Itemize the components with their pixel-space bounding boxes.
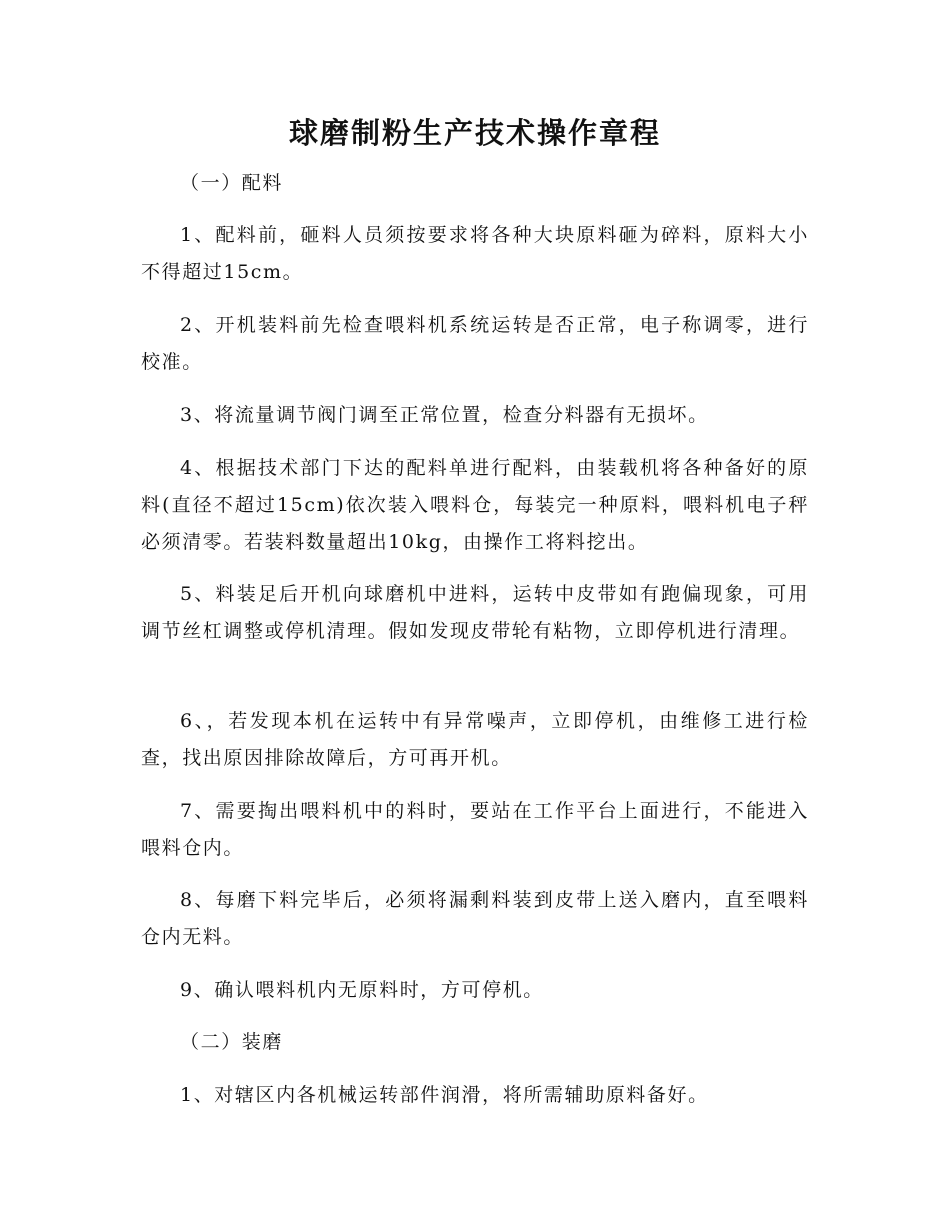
paragraph-item-9: 9、确认喂料机内无原料时，方可停机。 (180, 979, 544, 1001)
paragraph-item-1: 1、配料前，砸料人员须按要求将各种大块原料砸为碎料，原料大小不得超过15cm。 (141, 224, 809, 283)
paragraph-item-4: 4、根据技术部门下达的配料单进行配料，由装载机将各种备好的原料(直径不超过15cm)依次装入喂料仓，每装完一种原料，喂料机电子秤必须清零。若装料数量超出10kg，由操作工将料挖出。 (141, 457, 809, 553)
paragraph-item-7: 7、需要掏出喂料机中的料时，要站在工作平台上面进行，不能进入喂料仓内。 (141, 800, 809, 859)
paragraph-item-2: 2、开机装料前先检查喂料机系统运转是否正常，电子称调零，进行校准。 (141, 314, 809, 373)
paragraph-item-3: 3、将流量调节阀门调至正常位置，检查分料器有无损坏。 (180, 404, 709, 426)
paragraph-item-2-1: 1、对辖区内各机械运转部件润滑，将所需辅助原料备好。 (180, 1084, 709, 1106)
paragraph-item-8: 8、每磨下料完毕后，必须将漏剩料装到皮带上送入磨内，直至喂料仓内无料。 (141, 889, 809, 948)
section-heading-batching: （一）配料 (180, 172, 284, 194)
paragraph-item-5: 5、料装足后开机向球磨机中进料，运转中皮带如有跑偏现象，可用调节丝杠调整或停机清理。假如发现皮带轮有粘物，立即停机进行清理。 (141, 583, 809, 642)
paragraph-item-6: 6、，若发现本机在运转中有异常噪声，立即停机，由维修工进行检查，找出原因排除故障后，方可再开机。 (141, 710, 809, 769)
section-heading-loading: （二）装磨 (180, 1031, 284, 1053)
document-title: 球磨制粉生产技术操作章程 (288, 116, 661, 150)
